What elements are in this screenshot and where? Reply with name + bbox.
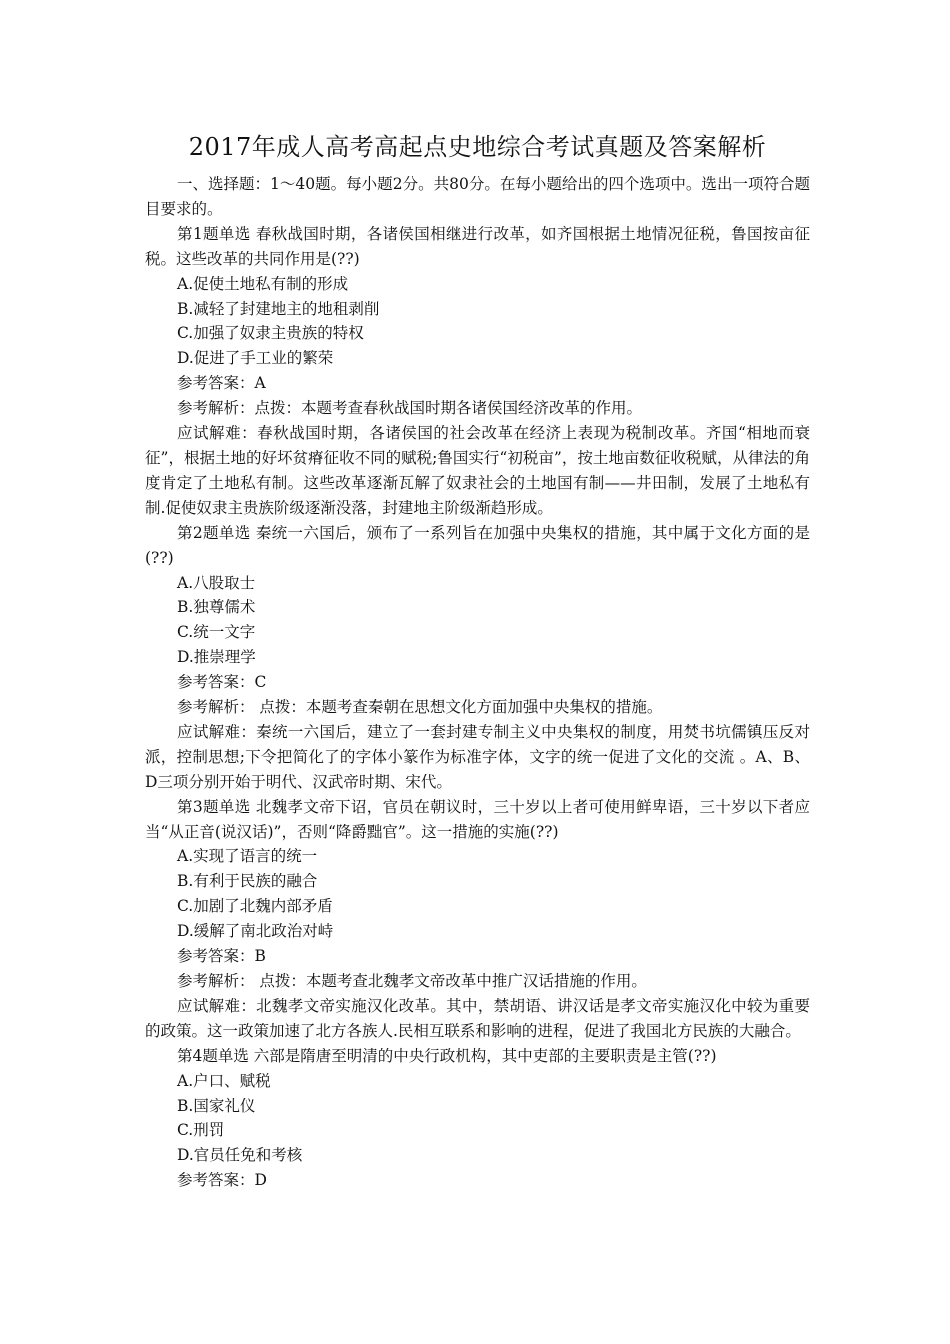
reference-analysis: 参考解析： 点拨：本题考查秦朝在思想文化方面加强中央集权的措施。 bbox=[177, 698, 663, 717]
reference-analysis: 参考解析：点拨：本题考查春秋战国时期各诸侯国经济改革的作用。 bbox=[177, 399, 643, 418]
document-body bbox=[145, 126, 810, 1193]
option-d: D.缓解了南北政治对峙 bbox=[177, 922, 334, 941]
question-stem: 第3题单选 北魏孝文帝下诏，官员在朝议时，三十岁以上者可使用鲜卑语，三十岁以下者应当“从正音(说汉话)”，否则“降爵黜官”。这一措施的实施(??) bbox=[145, 797, 810, 841]
question-3 bbox=[145, 795, 810, 1044]
section-intro: 一、选择题：1～40题。每小题2分。共80分。在每小题给出的四个选项中。选出一项符合题目要求的。 bbox=[145, 175, 810, 218]
option-b: B.减轻了封建地主的地租剥削 bbox=[177, 299, 380, 318]
question-2 bbox=[145, 521, 810, 795]
reference-answer: 参考答案：B bbox=[177, 947, 266, 966]
question-1 bbox=[145, 222, 810, 521]
option-b: B.国家礼仪 bbox=[177, 1096, 256, 1115]
reference-answer: 参考答案：C bbox=[177, 673, 267, 692]
option-c: C.加强了奴隶主贵族的特权 bbox=[177, 324, 364, 343]
question-stem: 第1题单选 春秋战国时期，各诸侯国相继进行改革，如齐国根据土地情况征税，鲁国按亩征税。这些改革的共同作用是(??) bbox=[145, 224, 810, 268]
exam-explanation: 应试解难：秦统一六国后，建立了一套封建专制主义中央集权的制度，用焚书坑儒镇压反对派，控制思想;下令把简化了的字体小篆作为标准字体，文字的统一促进了文化的交流 。A、B、D三项分别开始于明代、汉武帝时期、宋代。 bbox=[145, 722, 810, 791]
option-a: A.促使土地私有制的形成 bbox=[177, 274, 349, 293]
option-a: A.实现了语言的统一 bbox=[177, 847, 318, 866]
exam-explanation: 应试解难：北魏孝文帝实施汉化改革。其中，禁胡语、讲汉话是孝文帝实施汉化中较为重要的政策。这一政策加速了北方各族人.民相互联系和影响的进程，促进了我国北方民族的大融合。 bbox=[145, 996, 810, 1040]
option-c: C.加剧了北魏内部矛盾 bbox=[177, 897, 333, 916]
option-c: C.刑罚 bbox=[177, 1121, 225, 1140]
reference-answer: 参考答案：D bbox=[177, 1171, 267, 1190]
exam-explanation: 应试解难：春秋战国时期，各诸侯国的社会改革在经济上表现为税制改革。齐国“相地而衰征”，根据土地的好坏贫瘠征收不同的赋税;鲁国实行“初税亩”，按土地亩数征收税赋，从律法的角度肯定了土地私有制。这些改革逐渐瓦解了奴隶社会的土地国有制——井田制，发展了土地私有制.促使奴隶主贵族阶级逐渐没落，封建地主阶级渐趋形成。 bbox=[145, 424, 810, 517]
option-a: A.户口、赋税 bbox=[177, 1071, 271, 1090]
question-4 bbox=[145, 1044, 810, 1193]
option-d: D.促进了手工业的繁荣 bbox=[177, 349, 334, 368]
option-a: A.八股取士 bbox=[177, 573, 256, 592]
option-d: D.官员任免和考核 bbox=[177, 1146, 303, 1165]
question-stem: 第2题单选 秦统一六国后，颁布了一系列旨在加强中央集权的措施，其中属于文化方面的是(??) bbox=[145, 523, 810, 567]
option-d: D.推崇理学 bbox=[177, 648, 256, 667]
option-c: C.统一文字 bbox=[177, 623, 256, 642]
question-stem: 第4题单选 六部是隋唐至明清的中央行政机构，其中吏部的主要职责是主管(??) bbox=[177, 1046, 717, 1065]
option-b: B.独尊儒术 bbox=[177, 598, 256, 617]
document-title: 2017年成人高考高起点史地综合考试真题及答案解析 bbox=[188, 133, 767, 161]
reference-analysis: 参考解析： 点拨：本题考查北魏孝文帝改革中推广汉话措施的作用。 bbox=[177, 972, 647, 990]
reference-answer: 参考答案：A bbox=[177, 374, 266, 393]
option-b: B.有利于民族的融合 bbox=[177, 872, 318, 891]
